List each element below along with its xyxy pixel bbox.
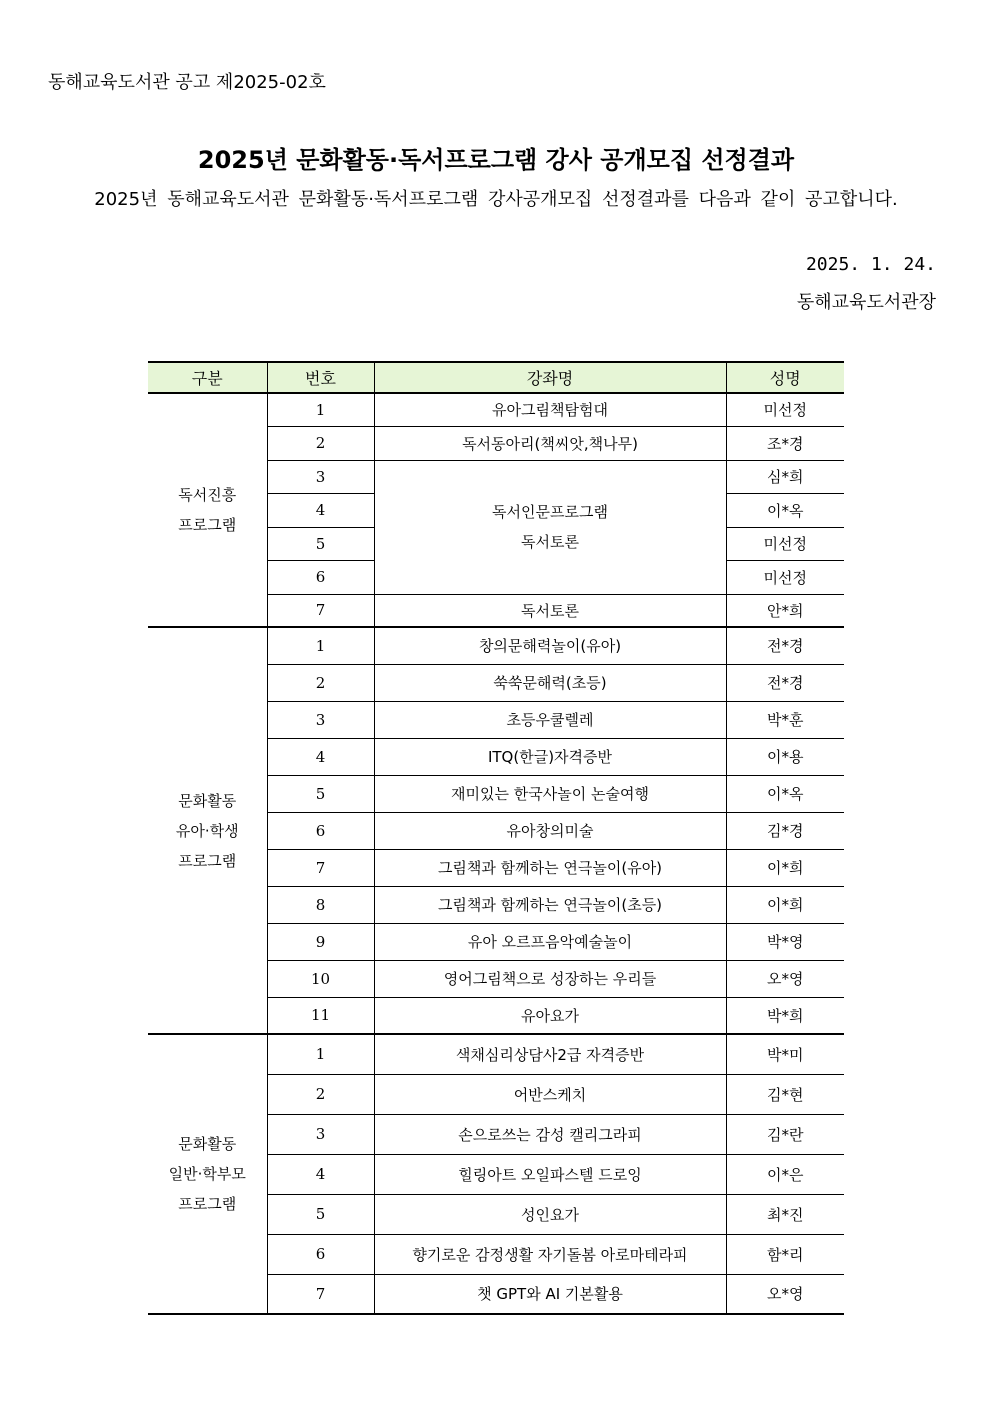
row-number: 7 <box>267 849 374 886</box>
course-title: 초등우쿨렐레 <box>374 701 726 738</box>
announcement-text: 2025년 동해교육도서관 문화활동·독서프로그램 강사공개모집 선정결과를 다음과 같이 공고합니다. <box>94 189 898 210</box>
instructor-name: 미선정 <box>726 560 844 594</box>
instructor-name: 김*란 <box>726 1114 844 1154</box>
category-line: 문화활동 <box>178 791 237 810</box>
row-number: 8 <box>267 886 374 923</box>
course-title: 독서토론 <box>374 594 726 627</box>
course-title: 그림책과 함께하는 연극놀이(유아) <box>374 849 726 886</box>
course-title: 성인요가 <box>374 1194 726 1234</box>
column-header-course: 강좌명 <box>374 362 726 393</box>
instructor-name: 박*훈 <box>726 701 844 738</box>
category-line: 문화활동 <box>178 1135 237 1153</box>
row-number: 3 <box>267 460 374 493</box>
row-number: 1 <box>267 1034 374 1074</box>
course-title: 색채심리상담사2급 자격증반 <box>374 1034 726 1074</box>
row-number: 5 <box>267 775 374 812</box>
row-number: 2 <box>267 664 374 701</box>
category-line: 프로그램 <box>178 851 237 870</box>
instructor-name: 이*희 <box>726 886 844 923</box>
table-row <box>148 1034 844 1074</box>
instructor-name: 박*미 <box>726 1034 844 1074</box>
announcement-date: 2025. 1. 24. <box>805 254 936 275</box>
course-title: 영어그림책으로 성장하는 우리들 <box>374 960 726 997</box>
instructor-name: 심*희 <box>726 460 844 493</box>
row-number: 6 <box>267 1234 374 1274</box>
instructor-name: 김*경 <box>726 812 844 849</box>
instructor-name: 이*옥 <box>726 775 844 812</box>
category-cell-youth <box>148 627 267 1034</box>
course-title: 유아 오르프음악예술놀이 <box>374 923 726 960</box>
row-number: 5 <box>267 1194 374 1234</box>
course-title: 챗 GPT와 AI 기본활용 <box>374 1274 726 1314</box>
course-title: 어반스케치 <box>374 1074 726 1114</box>
row-number: 5 <box>267 527 374 560</box>
row-number: 1 <box>267 393 374 426</box>
category-line: 프로그램 <box>178 516 237 534</box>
category-line: 프로그램 <box>178 1195 237 1213</box>
course-title: 유아요가 <box>374 997 726 1034</box>
course-title: 그림책과 함께하는 연극놀이(초등) <box>374 886 726 923</box>
column-header-number: 번호 <box>267 362 374 393</box>
course-title-line: 독서인문프로그램 <box>492 503 608 521</box>
course-title: ITQ(한글)자격증반 <box>374 738 726 775</box>
row-number: 7 <box>267 1274 374 1314</box>
course-title: 창의문해력놀이(유아) <box>374 627 726 664</box>
row-number: 2 <box>267 1074 374 1114</box>
category-cell-reading <box>148 393 267 627</box>
category-line: 일반·학부모 <box>168 1165 246 1183</box>
course-title: 유아창의미술 <box>374 812 726 849</box>
notice-number: 동해교육도서관 공고 제2025-02호 <box>48 72 326 93</box>
category-cell-adult <box>148 1034 267 1314</box>
instructor-name: 박*영 <box>726 923 844 960</box>
course-title: 쑥쑥문해력(초등) <box>374 664 726 701</box>
page-title: 2025년 문화활동·독서프로그램 강사 공개모집 선정결과 <box>197 146 795 174</box>
row-number: 3 <box>267 701 374 738</box>
category-line: 유아·학생 <box>175 821 239 840</box>
table-row <box>148 393 844 426</box>
instructor-name: 안*희 <box>726 594 844 627</box>
results-table <box>148 361 844 1315</box>
row-number: 1 <box>267 627 374 664</box>
course-title: 힐링아트 오일파스텔 드로잉 <box>374 1154 726 1194</box>
course-title-line: 독서토론 <box>521 533 579 551</box>
row-number: 10 <box>267 960 374 997</box>
instructor-name: 함*리 <box>726 1234 844 1274</box>
row-number: 4 <box>267 738 374 775</box>
instructor-name: 김*현 <box>726 1074 844 1114</box>
instructor-name: 최*진 <box>726 1194 844 1234</box>
instructor-name: 박*희 <box>726 997 844 1034</box>
row-number: 6 <box>267 560 374 594</box>
course-title: 손으로쓰는 감성 캘리그라피 <box>374 1114 726 1154</box>
course-title-merged <box>374 460 726 594</box>
instructor-name: 이*용 <box>726 738 844 775</box>
row-number: 11 <box>267 997 374 1034</box>
column-header-name: 성명 <box>726 362 844 393</box>
row-number: 6 <box>267 812 374 849</box>
instructor-name: 이*희 <box>726 849 844 886</box>
row-number: 2 <box>267 426 374 460</box>
course-title: 유아그림책탐험대 <box>374 393 726 426</box>
instructor-name: 미선정 <box>726 393 844 426</box>
instructor-name: 미선정 <box>726 527 844 560</box>
column-header-category: 구분 <box>148 362 267 393</box>
table-header-row <box>148 362 844 393</box>
row-number: 7 <box>267 594 374 627</box>
issuer-signature: 동해교육도서관장 <box>796 292 936 313</box>
instructor-name: 전*경 <box>726 664 844 701</box>
course-title: 재미있는 한국사놀이 논술여행 <box>374 775 726 812</box>
instructor-name: 전*경 <box>726 627 844 664</box>
row-number: 4 <box>267 493 374 527</box>
category-line: 독서진흥 <box>178 486 237 504</box>
course-title: 독서동아리(책씨앗,책나무) <box>374 426 726 460</box>
course-title: 향기로운 감정생활 자기돌봄 아로마테라피 <box>374 1234 726 1274</box>
table-row <box>148 627 844 664</box>
instructor-name: 오*영 <box>726 1274 844 1314</box>
row-number: 9 <box>267 923 374 960</box>
row-number: 4 <box>267 1154 374 1194</box>
instructor-name: 조*경 <box>726 426 844 460</box>
instructor-name: 이*은 <box>726 1154 844 1194</box>
row-number: 3 <box>267 1114 374 1154</box>
instructor-name: 오*영 <box>726 960 844 997</box>
instructor-name: 이*옥 <box>726 493 844 527</box>
